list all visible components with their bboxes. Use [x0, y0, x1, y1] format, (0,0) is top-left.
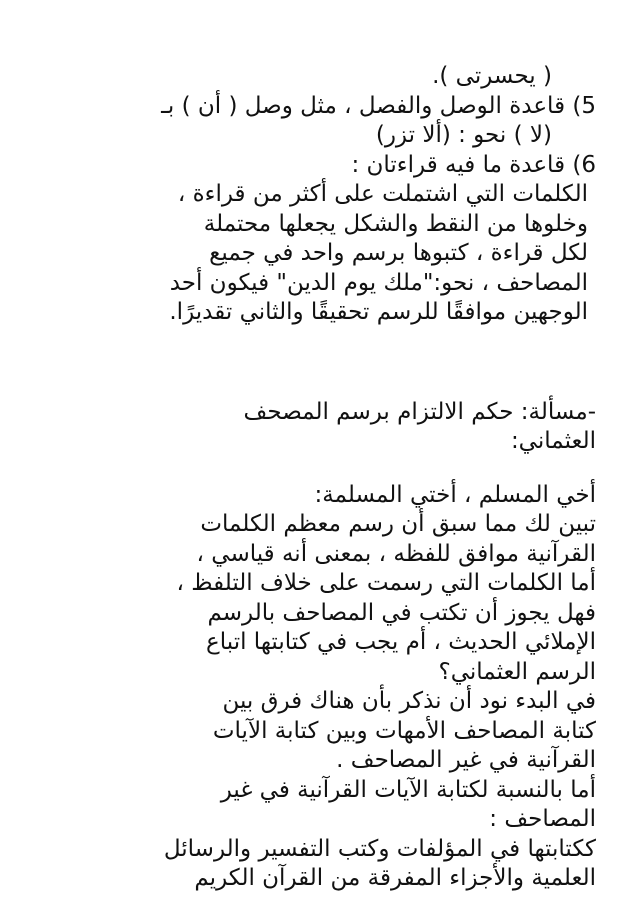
question-title-cont: العثماني:	[510, 428, 596, 454]
text-line: في البدء نود أن نذكر بأن هناك فرق بين	[222, 688, 596, 714]
text-line: لكل قراءة ، كتبوها برسم واحد في جميع	[209, 240, 588, 266]
text-line: العلمية والأجزاء المفرقة من القرآن الكريم	[194, 865, 596, 891]
text-line: القرآنية في غير المصاحف .	[336, 747, 596, 773]
text-line: المصاحف ، نحو:"ملك يوم الدين" فيكون أحد	[169, 269, 588, 296]
text-line: القرآنية موافق للفظه ، بمعنى أنه قياسي ،	[196, 540, 596, 567]
text-line: الرسم العثماني؟	[438, 658, 596, 685]
text-line: الوجهين موافقًا للرسم تحقيقًا والثاني تقديرًا.	[169, 299, 588, 325]
text-line: الإملائي الحديث ، أم يجب في كتابتها اتباع	[206, 629, 596, 655]
document-page	[70, 62, 596, 894]
text-line: أما الكلمات التي رسمت على خلاف التلفظ ،	[176, 570, 596, 596]
text-line: ( يحسرتى ).	[432, 63, 552, 89]
question-title: -مسألة: حكم الالتزام برسم المصحف	[243, 398, 596, 425]
rule-6-heading: 6) قاعدة ما فيه قراءتان :	[351, 151, 596, 178]
text-line: كتابة المصاحف الأمهات وبين كتابة الآيات	[212, 717, 596, 744]
text-line: (لا ) نحو : (ألا تزر)	[375, 122, 552, 148]
text-line: المصاحف :	[489, 806, 596, 832]
text-line: الكلمات التي اشتملت على أكثر من قراءة ،	[177, 181, 588, 207]
section-answer	[70, 481, 596, 894]
section-question-heading	[70, 398, 596, 457]
text-line: فهل يجوز أن تكتب في المصاحف بالرسم	[207, 599, 596, 626]
rule-5-heading: 5) قاعدة الوصل والفصل ، مثل وصل ( أن ) بـ	[161, 92, 596, 119]
section-rasm-rules	[70, 62, 596, 328]
greeting-line: أخي المسلم ، أختي المسلمة:	[314, 481, 596, 508]
text-line: تبين لك مما سبق أن رسم معظم الكلمات	[200, 511, 596, 537]
text-line: وخلوها من النقط والشكل يجعلها محتملة	[203, 210, 588, 237]
text-line: أما بالنسبة لكتابة الآيات القرآنية في غير	[220, 776, 596, 803]
text-line: ككتابتها في المؤلفات وكتب التفسير والرسائل	[163, 835, 596, 862]
